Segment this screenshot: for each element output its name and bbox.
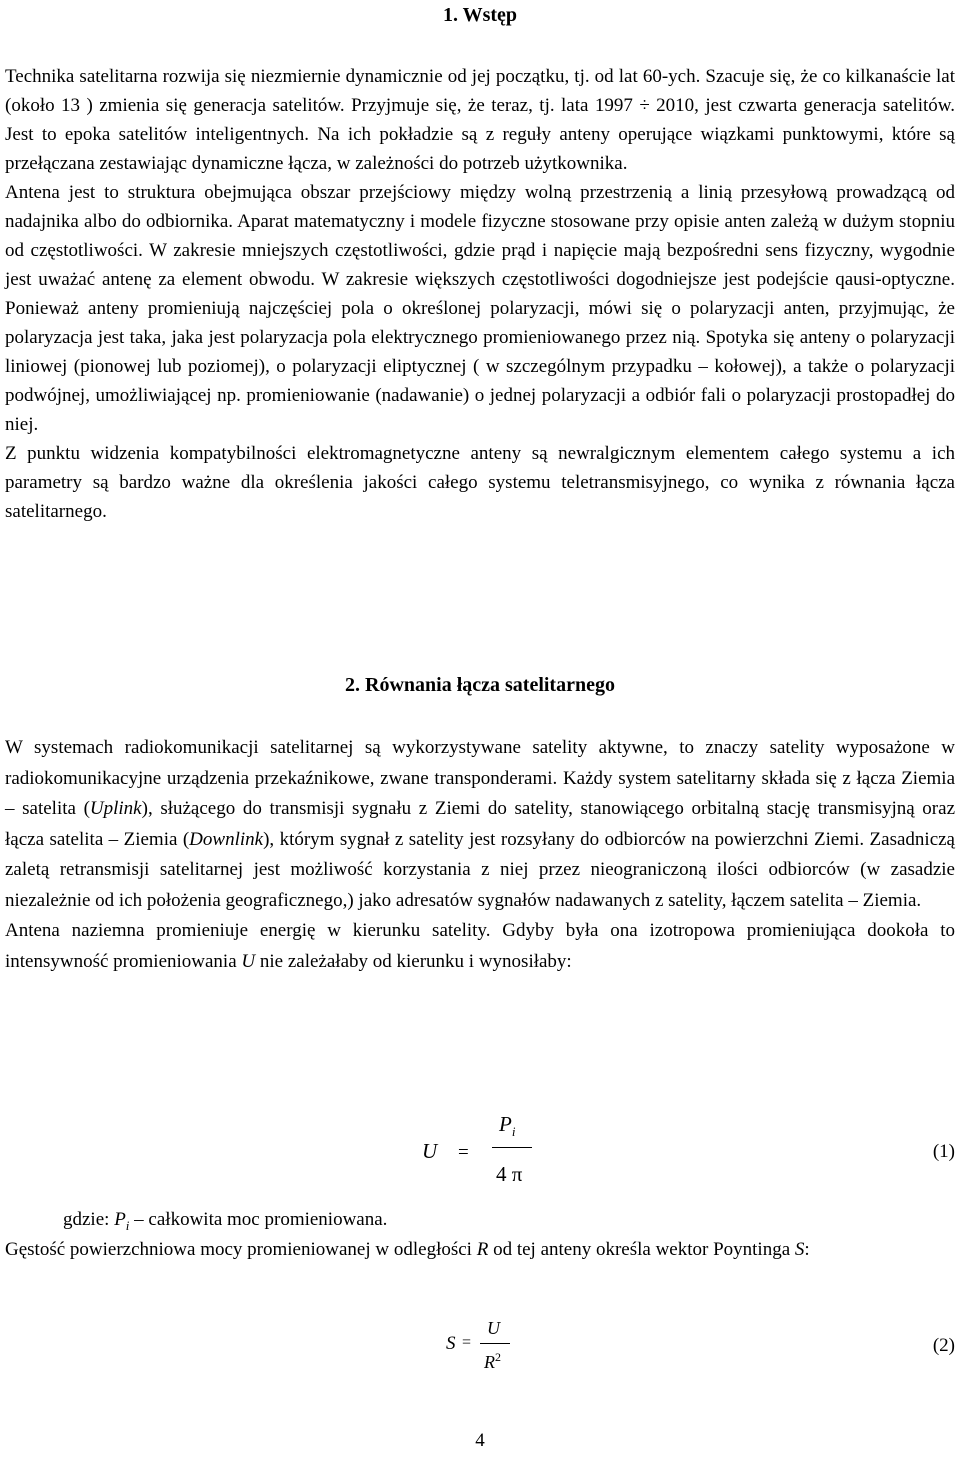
eq2-lhs: S <box>446 1333 456 1354</box>
where-line: gdzie: $P_i$ – całkowita moc promieniowana. <box>63 1209 388 1233</box>
eq1-denominator: 4 π <box>496 1162 523 1186</box>
section-2-body <box>5 733 955 977</box>
eq2-equals: = <box>462 1334 472 1351</box>
paragraph: Antena jest to struktura obejmująca obszar przejściowy między wolną przestrzenią a linią przesyłową prowadzącą od nadajnika albo do odbiornika. Aparat matematyczny i modele fizyczne stosowane przy opisie anten zależą w dużym stopniu od częstotliwości. W zakresie mniejszych częstotliwości, gdzie prąd i napięcie mają bezpośredni sens fizyczny, wygodnie jest uważać antenę za element obwodu. W zakresie większych częstotliwości dogodniejsze jest podejście qausi-optyczne. Ponieważ anteny promieniują najczęściej pola o określonej polaryzacji, mówi się o polaryzacji anten, przyjmując, że polaryzacja jest taka, jaka jest polaryzacja pola elektrycznego promieniowanego przez nią. Spotyka się anteny o polaryzacji liniowej (pionowej lub poziomej), o polaryzacji eliptycznej ( w szczególnym przypadku – kołowej), a także o polaryzacji podwójnej, umożliwiającej np. promieniowanie (nadawanie) o jednej polaryzacji a odbiór fali o polaryzacji prostopadłej do niej. <box>5 182 955 435</box>
eq1-label: (1) <box>932 1141 955 1162</box>
eq1-fraction-bar <box>492 1147 532 1148</box>
eq1-numerator: $P_i$ <box>499 1112 516 1140</box>
paragraph: Z punktu widzenia kompatybilności elektromagnetyczne anteny są newralgicznym elementem całego systemu a ich parametry są bardzo ważne dla określenia jakości całego systemu teletransmisyjnego, co wynika z równania łącza satelitarnego. <box>5 443 955 522</box>
eq2-numerator: U <box>487 1318 500 1338</box>
page-number: 4 <box>475 1430 485 1451</box>
uplink-term: Uplink <box>89 798 142 819</box>
section-1-body <box>5 62 955 526</box>
eq2-fraction-bar <box>480 1343 510 1344</box>
paragraph: Technika satelitarna rozwija się niezmiernie dynamicznie od jej początku, tj. od lat 60-ych. Szacuje się, że co kilkanaście lat (około 13 ) zmienia się generacja satelitów. Przyjmuje się, że teraz, tj. lata 1997 ÷ 2010, jest czwarta generacja satelitów. Jest to epoka satelitów inteligentnych. Na ich pokładzie są z reguły anteny operujące wiązkami punktowymi, które są przełączana zestawiając dynamiczne łącza, w zależności do potrzeb użytkownika. <box>5 66 955 174</box>
section-1-heading: 1. Wstęp <box>442 4 518 26</box>
eq2-label: (2) <box>932 1335 955 1356</box>
paragraph-poynting: Gęstość powierzchniowa mocy promieniowanej w odległości R od tej anteny określa wektor Poyntinga S: <box>5 1239 810 1260</box>
eq1-equals: = <box>458 1142 469 1163</box>
paragraph: W systemach radiokomunikacji satelitarnej są wykorzystywane satelity aktywne, to znaczy satelity wyposażone w radiokomunikacyjne urządzenia przekaźnikowe, zwane transponderami. Każdy system satelitarny składa się z łącza Ziemia – satelita (Uplink), służącego do transmisji sygnału z Ziemi do satelity, stanowiącego orbitalną stację transmisyjną oraz łącza satelita – Ziemia (Downlink), którym sygnał z satelity jest rozsyłany do odbiorców na powierzchni Ziemi. Zasadniczą zaletą retransmisji satelitarnej jest możliwość korzystania z niej przez nieograniczoną ilości odbiorców (w zasadzie niezależnie od ich położenia geograficznego,) jako adresatów sygnałów nadawanych z satelity, łączem satelita – Ziemia. <box>5 737 955 911</box>
eq2-denominator: $R^2$ <box>484 1350 501 1372</box>
math-var: U <box>241 950 256 972</box>
downlink-term: Downlink <box>189 828 264 850</box>
eq1-lhs: U <box>422 1139 438 1163</box>
section-2-heading: 2. Równania łącza satelitarnego <box>345 674 615 696</box>
paragraph: Antena naziemna promieniuje energię w kierunku satelity. Gdyby była ona izotropowa promieniująca dookoła to intensywność promieniowania U nie zależałaby od kierunku i wynosiłaby: <box>5 920 955 972</box>
